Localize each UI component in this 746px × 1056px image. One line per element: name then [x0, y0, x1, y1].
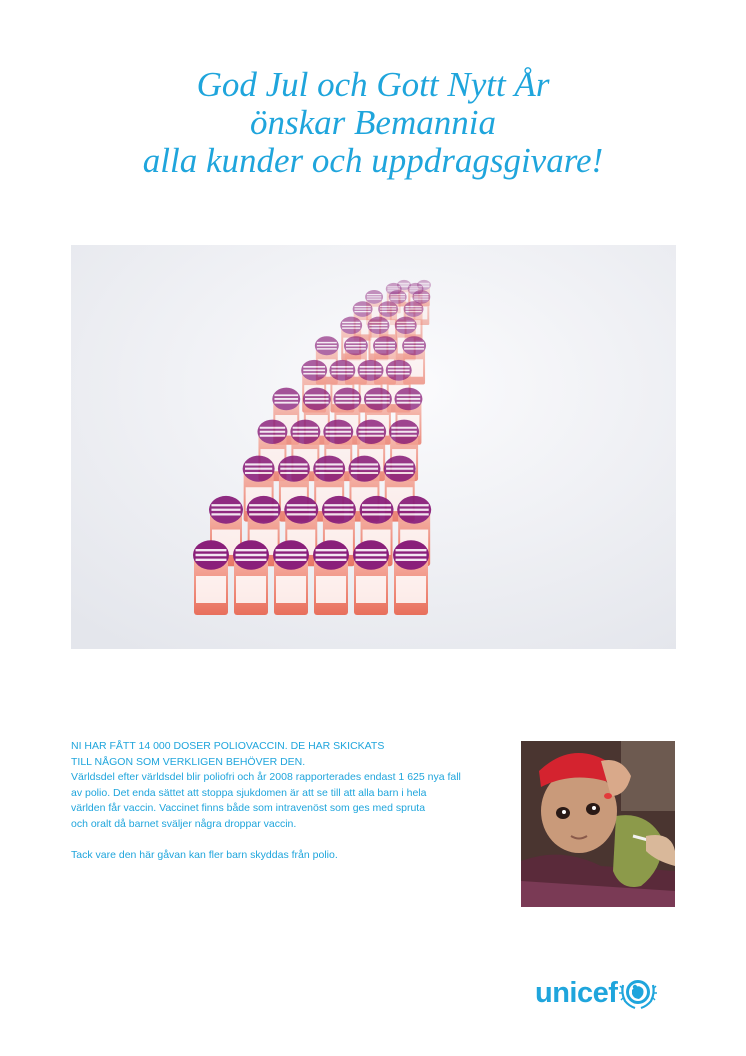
thanks-text: Tack vare den här gåvan kan fler barn skyddas från polio. — [71, 849, 338, 862]
child-vaccination-photo — [521, 741, 675, 907]
headline-line-1: NI HAR FÅTT 14 000 DOSER POLIOVACCIN. DE HAR SKICKATS — [71, 740, 385, 752]
unicef-logo — [535, 973, 657, 1013]
body-text — [71, 739, 511, 864]
vaccine-vial — [393, 540, 429, 615]
vaccine-vial — [193, 540, 229, 615]
vaccine-vial — [233, 540, 269, 615]
paragraph-line-2: av polio. Det enda sättet att stoppa sjukdomen är att se till att alla barn i hela — [71, 786, 427, 799]
unicef-wordmark: unicef — [535, 976, 618, 1009]
unicef-emblem-icon — [619, 975, 657, 1011]
greeting-line-2: önskar Bemannia — [250, 103, 496, 142]
vaccine-vials-photo — [71, 245, 676, 649]
greeting-heading — [0, 66, 746, 180]
paragraph-line-4: och oralt då barnet sväljer några droppar vaccin. — [71, 817, 297, 830]
vaccine-vial — [273, 540, 309, 615]
greeting-line-3: alla kunder och uppdragsgivare! — [142, 141, 604, 180]
child-vaccination-illustration — [521, 741, 675, 907]
vaccine-vials-illustration — [71, 245, 676, 649]
headline-line-2: TILL NÅGON SOM VERKLIGEN BEHÖVER DEN. — [71, 755, 306, 768]
paragraph-line-3: världen får vaccin. Vaccinet finns både som intravenöst som ges med spruta — [71, 802, 426, 815]
vaccine-vial — [313, 540, 349, 615]
vaccine-vial — [353, 540, 389, 615]
greeting-line-1: God Jul och Gott Nytt År — [196, 65, 550, 104]
paragraph-line-1: Världsdel efter världsdel blir poliofri och år 2008 rapporterades endast 1 625 nya fall — [71, 771, 461, 784]
